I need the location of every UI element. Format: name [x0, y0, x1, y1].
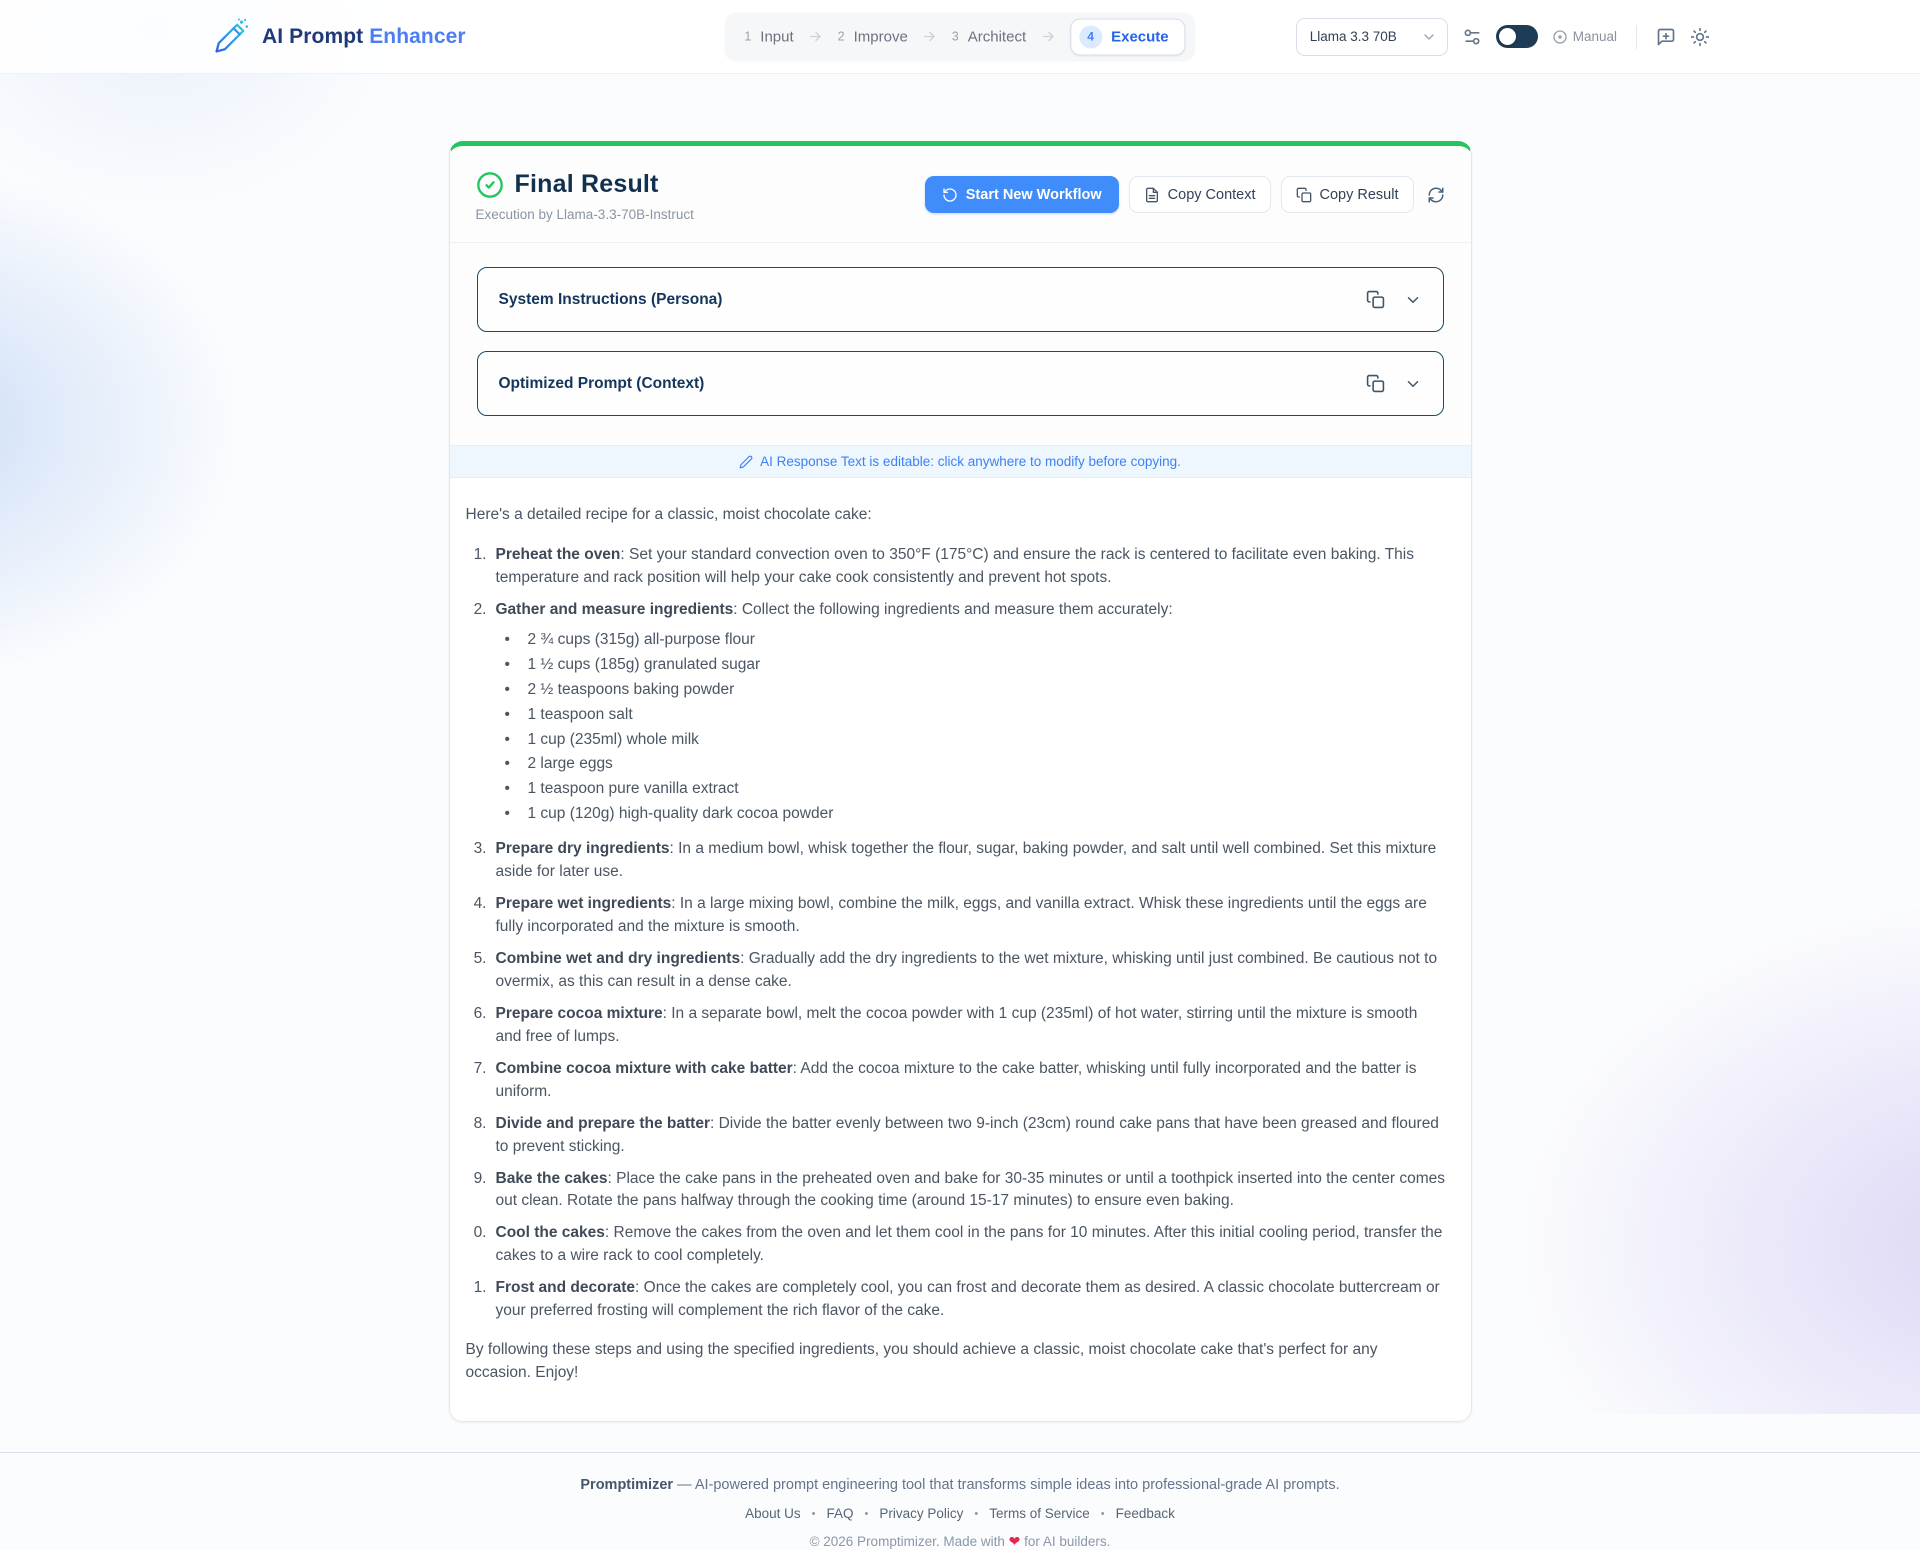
footer-tagline: Promptimizer — AI-powered prompt engineering tool that transforms simple ideas into professional-grade AI prompts. — [580, 1477, 1340, 1493]
recipe-step — [466, 1222, 1447, 1268]
arrow-right-icon — [808, 29, 824, 45]
recipe-step — [466, 948, 1447, 994]
footer-copyright: © 2026 Promptimizer. Made with ❤ for AI builders. — [809, 1533, 1111, 1549]
model-select-value: Llama 3.3 70B — [1309, 29, 1397, 44]
ingredient-item: • 1 ½ cups (185g) granulated sugar — [504, 655, 761, 673]
recipe-step — [466, 544, 1447, 590]
copy-context-button[interactable]: Copy Context — [1129, 176, 1271, 213]
recipe-step — [466, 1113, 1447, 1159]
pencil-logo-icon — [210, 16, 252, 58]
step-text: Preheat the oven: Set your standard convection oven to 350°F (175°C) and ensure the rack is centered to facilitate even baking. This temperature and rack position will help your cake cook consistently and prevent hot spots. — [495, 545, 1414, 586]
footer-links — [0, 1506, 1920, 1521]
ingredient-item: • 1 teaspoon pure vanilla extract — [504, 780, 739, 798]
step-text: Frost and decorate: Once the cakes are completely cool, you can frost and decorate them as desired. A classic chocolate buttercream or your preferred frosting will complement the rich flavor of the cake. — [495, 1279, 1440, 1320]
dot-separator: • — [974, 1507, 979, 1520]
app-header — [0, 0, 1920, 74]
step-label: Improve — [853, 28, 908, 45]
app-title: AI Prompt Enhancer — [262, 24, 466, 48]
response-intro: Here's a detailed recipe for a classic, moist chocolate cake: — [465, 506, 872, 523]
recipe-step — [466, 893, 1447, 939]
theme-sun-icon[interactable] — [1690, 27, 1710, 47]
step-text: Cool the cakes: Remove the cakes from the oven and let them cool in the pans for 10 minutes. After this initial cooling period, transfer the cakes to a wire rack to cool completely. — [495, 1224, 1443, 1265]
arrow-right-icon — [1040, 29, 1056, 45]
step-label: Input — [760, 28, 794, 45]
arrow-right-icon — [922, 29, 938, 45]
step-text: Bake the cakes: Place the cake pans in the preheated oven and bake for 30-35 minutes or until a toothpick inserted into the center comes out clean. Rotate the pans halfway through the cooking time (around 15-17 minutes) to ensure even baking. — [495, 1169, 1446, 1210]
panel-title: System Instructions (Persona) — [498, 290, 723, 308]
step-marker: 2. — [473, 600, 487, 618]
feedback-icon[interactable] — [1656, 27, 1676, 47]
copy-icon — [1296, 187, 1312, 203]
start-new-workflow-button[interactable]: Start New Workflow — [925, 176, 1119, 213]
step-number: 1 — [744, 29, 752, 44]
file-text-icon — [1144, 187, 1160, 203]
dot-separator: • — [811, 1507, 816, 1520]
step-marker: 5. — [473, 950, 487, 967]
panel-title: Optimized Prompt (Context) — [498, 374, 705, 392]
chevron-down-icon[interactable] — [1404, 291, 1422, 309]
ingredient-item: • 2 ¾ cups (315g) all-purpose flour — [504, 630, 755, 648]
step-label: Execute — [1111, 28, 1169, 45]
notice-text: AI Response Text is editable: click anywhere to modify before copying. — [760, 454, 1181, 469]
step-marker: 0. — [473, 1224, 487, 1242]
footer-brand: Promptimizer — [580, 1477, 674, 1493]
step-input[interactable] — [744, 28, 793, 45]
recipe-step — [466, 1003, 1447, 1049]
recipe-steps-list — [466, 544, 1447, 1323]
mode-label: Manual — [1572, 29, 1617, 44]
pencil-icon — [739, 455, 753, 469]
dot-separator: • — [1100, 1507, 1105, 1520]
step-marker: 9. — [473, 1169, 487, 1187]
recipe-step — [466, 599, 1447, 829]
recipe-step — [466, 838, 1447, 884]
execution-subtitle: Execution by Llama-3.3-70B-Instruct — [475, 207, 694, 222]
step-marker: 1. — [473, 1279, 487, 1297]
ai-response-text[interactable] — [450, 478, 1471, 1421]
circle-dot-icon — [1552, 29, 1568, 45]
check-circle-icon — [476, 171, 504, 199]
editable-notice-bar[interactable] — [450, 445, 1471, 478]
footer-link-feedback[interactable]: Feedback — [1115, 1506, 1175, 1521]
step-marker: 1. — [473, 545, 487, 563]
copy-result-button[interactable]: Copy Result — [1281, 176, 1414, 213]
ingredient-item: • 2 large eggs — [504, 755, 613, 773]
step-text: Prepare cocoa mixture: In a separate bowl, melt the cocoa powder with 1 cup (235ml) of hot water, stirring until the mixture is smooth and free of lumps. — [495, 1004, 1418, 1045]
step-number: 2 — [837, 29, 845, 44]
rotate-ccw-icon — [942, 187, 958, 203]
dot-separator: • — [864, 1507, 869, 1520]
chevron-down-icon — [1421, 29, 1437, 45]
ingredients-list — [496, 629, 1173, 827]
step-number: 4 — [1079, 25, 1102, 48]
step-text: Divide and prepare the batter: Divide the batter evenly between two 9-inch (23cm) round cake pans that have been greased and floured to prevent sticking. — [495, 1114, 1439, 1155]
step-text: Gather and measure ingredients: Collect the following ingredients and measure them accurately: • 2 ¾ cups (315g) all-purpose flour • 1 ½ cups (185g) granulated sugar • 2 ½ teaspoons baking powder • 1 teaspoon salt • 1 cup (235ml) whole milk • 2 large eggs • 1 teaspoon pure vanilla extract • 1 cup (120g) high-quality dark cocoa powder — [496, 599, 1173, 829]
step-text: Prepare dry ingredients: In a medium bowl, whisk together the flour, sugar, baking powder, and salt until well combined. Set this mixture aside for later use. — [495, 840, 1437, 881]
step-text: Prepare wet ingredients: In a large mixing bowl, combine the milk, eggs, and vanilla extract. Whisk these ingredients until the eggs are fully incorporated and the mixture is smooth. — [495, 895, 1427, 936]
footer-link-about-us[interactable]: About Us — [745, 1506, 801, 1521]
step-marker: 6. — [473, 1004, 487, 1022]
mode-indicator — [1552, 29, 1617, 45]
recipe-step — [466, 1277, 1447, 1323]
response-outro: By following these steps and using the specified ingredients, you should achieve a classic, moist chocolate cake that's perfect for any occasion. Enjoy! — [465, 1341, 1378, 1382]
step-number: 3 — [951, 29, 959, 44]
final-result-card — [449, 141, 1472, 1422]
step-marker: 7. — [473, 1059, 487, 1077]
ingredient-item: • 2 ½ teaspoons baking powder — [504, 680, 735, 698]
optimized-prompt-panel[interactable] — [477, 351, 1444, 416]
copy-icon[interactable] — [1366, 374, 1385, 393]
recipe-step — [466, 1168, 1447, 1214]
model-select[interactable] — [1296, 18, 1448, 56]
page-title: Final Result — [514, 170, 659, 198]
workflow-stepper — [724, 12, 1195, 61]
step-marker: 4. — [473, 895, 487, 913]
step-improve[interactable] — [838, 28, 908, 45]
step-text: Combine cocoa mixture with cake batter: Add the cocoa mixture to the cake batter, whisking until fully incorporated and the batter is uniform. — [495, 1059, 1417, 1100]
step-marker: 3. — [473, 840, 487, 858]
settings-sliders-icon[interactable] — [1462, 27, 1482, 47]
footer-link-faq[interactable]: FAQ — [826, 1506, 854, 1521]
app-logo — [210, 16, 466, 58]
step-marker: 8. — [473, 1114, 487, 1132]
page-footer — [0, 1452, 1920, 1550]
step-label: Architect — [967, 28, 1027, 45]
step-architect[interactable] — [952, 28, 1026, 45]
system-instructions-panel[interactable] — [477, 267, 1444, 332]
chevron-down-icon[interactable] — [1404, 375, 1422, 393]
refresh-icon[interactable] — [1427, 186, 1445, 204]
recipe-step — [466, 1058, 1447, 1104]
step-text: Combine wet and dry ingredients: Gradually add the dry ingredients to the wet mixture, whisking until just combined. Be cautious not to overmix, as this can result in a dense cake. — [495, 950, 1438, 990]
auto-manual-toggle[interactable] — [1496, 25, 1538, 48]
heart-icon: ❤ — [1008, 1533, 1021, 1549]
footer-link-terms-of-service[interactable]: Terms of Service — [989, 1506, 1090, 1521]
copy-icon[interactable] — [1366, 290, 1385, 309]
ingredient-item: • 1 teaspoon salt — [504, 705, 633, 723]
step-execute[interactable] — [1070, 18, 1186, 55]
footer-link-privacy-policy[interactable]: Privacy Policy — [879, 1506, 964, 1521]
ingredient-item: • 1 cup (235ml) whole milk — [504, 730, 699, 748]
divider — [1636, 25, 1637, 49]
ingredient-item: • 1 cup (120g) high-quality dark cocoa powder — [504, 805, 834, 823]
